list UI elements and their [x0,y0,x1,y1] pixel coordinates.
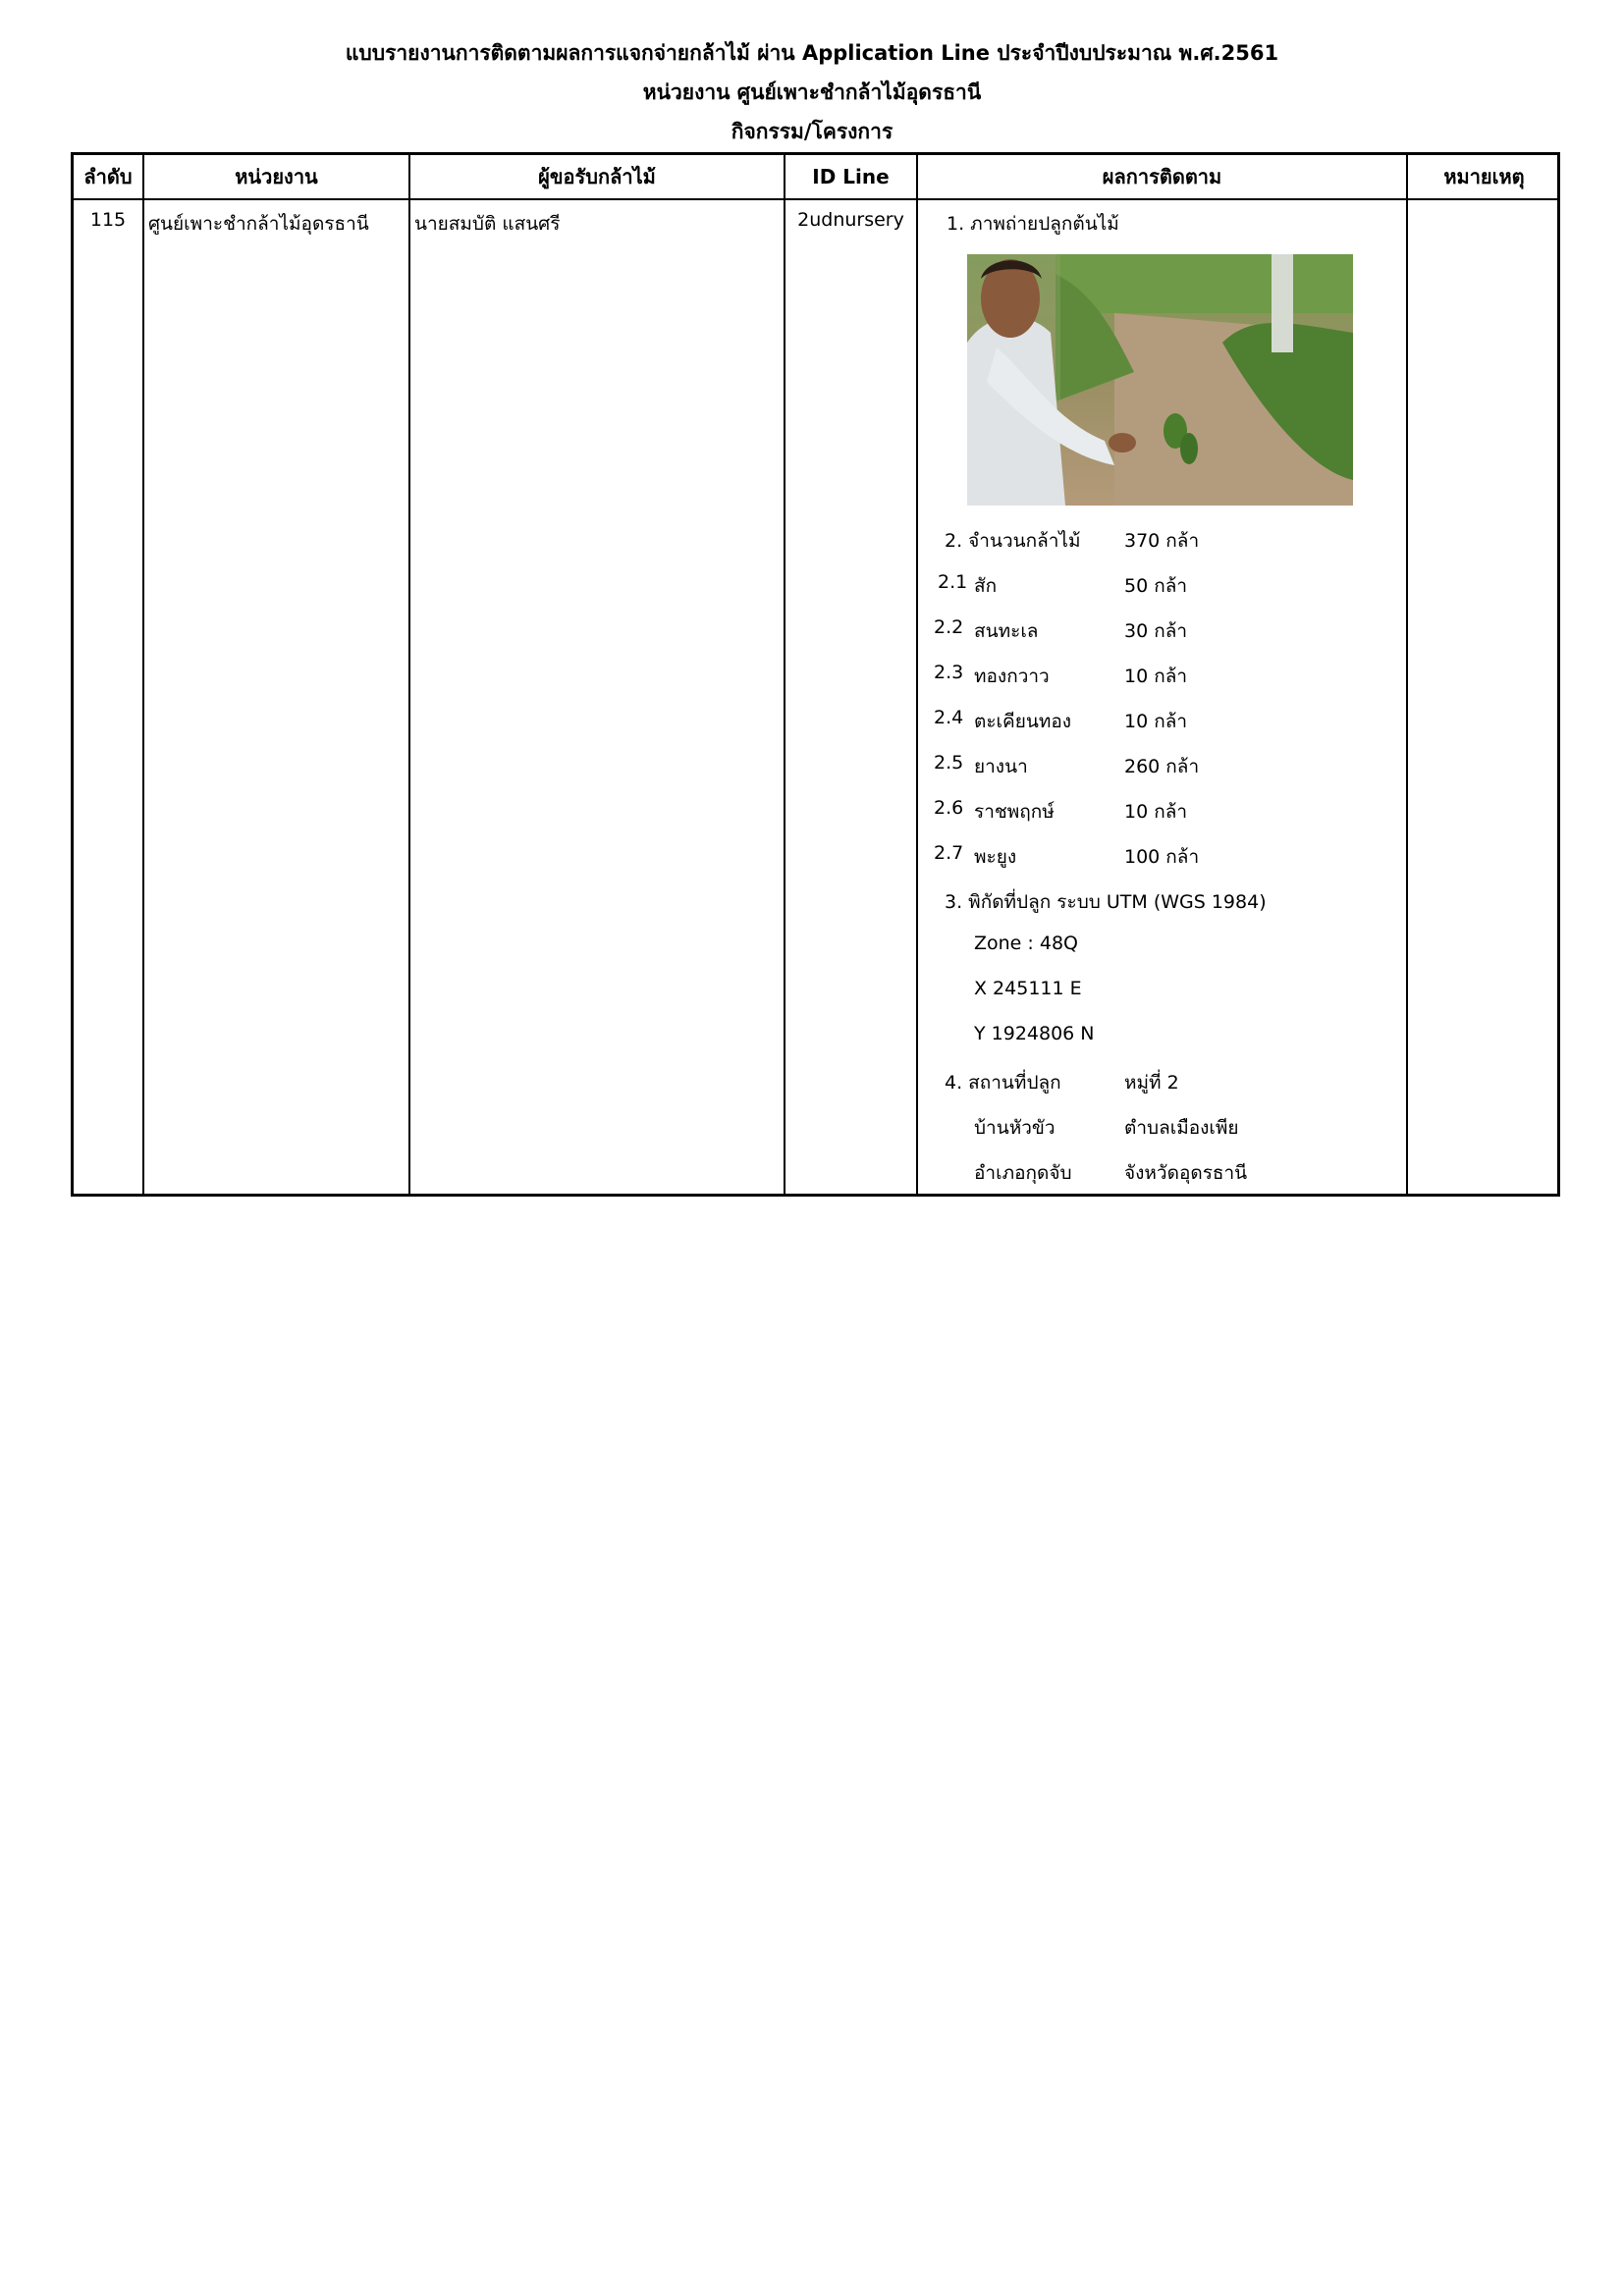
item-number: 2.3 [934,662,964,683]
header-divider [74,198,1557,200]
item-name: สนทะเล [974,620,1039,642]
row-id-line: 2udnursery [797,209,904,231]
coordinate-label: 3. พิกัดที่ปลูก ระบบ UTM (WGS 1984) [945,891,1267,913]
location-province: จังหวัดอุดรธานี [1124,1162,1248,1184]
item-quantity: 50 กล้า [1124,575,1188,597]
column-divider [1406,155,1408,1194]
item-name: ทองกวาว [974,666,1050,687]
planting-photo [967,254,1353,506]
item-quantity: 260 กล้า [1124,756,1200,777]
item-quantity: 30 กล้า [1124,620,1188,642]
col-header-id-line: ID Line [812,165,890,188]
item-name: ราชพฤกษ์ [974,801,1055,823]
item-number: 2.1 [938,571,968,593]
col-header-agency: หน่วยงาน [235,165,318,188]
item-number: 2.2 [934,616,964,638]
location-district: อำเภอกุดจับ [974,1162,1072,1184]
row-agency: ศูนย์เพาะชำกล้าไม้อุดรธานี [148,213,369,235]
item-name: ตะเคียนทอง [974,711,1072,732]
item-quantity: 10 กล้า [1124,666,1188,687]
column-divider [408,155,410,1194]
location-label: 4. สถานที่ปลูก [945,1072,1061,1094]
activity-heading: กิจกรรม/โครงการ [731,120,893,143]
column-divider [784,155,785,1194]
utm-zone: Zone : 48Q [974,933,1078,954]
tracking-table [71,152,1560,1197]
item-number: 2.6 [934,797,964,819]
item-quantity: 100 กล้า [1124,846,1200,868]
row-recipient: นายสมบัติ แสนศรี [414,213,561,235]
item-number: 2.7 [934,842,964,864]
agency-heading: หน่วยงาน ศูนย์เพาะชำกล้าไม้อุดรธานี [642,80,982,104]
column-divider [916,155,918,1194]
column-divider [142,155,144,1194]
col-header-recipient: ผู้ขอรับกล้าไม้ [538,165,656,188]
item-number: 2.5 [934,752,964,774]
item-name: พะยูง [974,846,1017,868]
col-header-result: ผลการติดตาม [1102,165,1222,188]
utm-y: Y 1924806 N [974,1023,1095,1044]
item-quantity: 10 กล้า [1124,801,1188,823]
col-header-remark: หมายเหตุ [1443,165,1525,188]
location-village: บ้านหัวขัว [974,1117,1056,1139]
report-title: แบบรายงานการติดตามผลการแจกจ่ายกล้าไม้ ผ่าน Application Line ประจำปีงบประมาณ พ.ศ.2561 [345,41,1279,65]
planting-photo-image [967,254,1353,506]
item-name: สัก [974,575,998,597]
location-subdistrict: ตำบลเมืองเพีย [1124,1117,1239,1139]
item-number: 2.4 [934,707,964,728]
utm-x: X 245111 E [974,978,1082,999]
photo-label: 1. ภาพถ่ายปลูกต้นไม้ [947,213,1119,235]
total-value: 370 กล้า [1124,530,1200,552]
item-name: ยางนา [974,756,1028,777]
location-moo: หมู่ที่ 2 [1124,1072,1179,1094]
row-number: 115 [89,209,127,231]
col-header-no: ลำดับ [83,165,133,188]
total-label: 2. จำนวนกล้าไม้ [945,530,1081,552]
item-quantity: 10 กล้า [1124,711,1188,732]
